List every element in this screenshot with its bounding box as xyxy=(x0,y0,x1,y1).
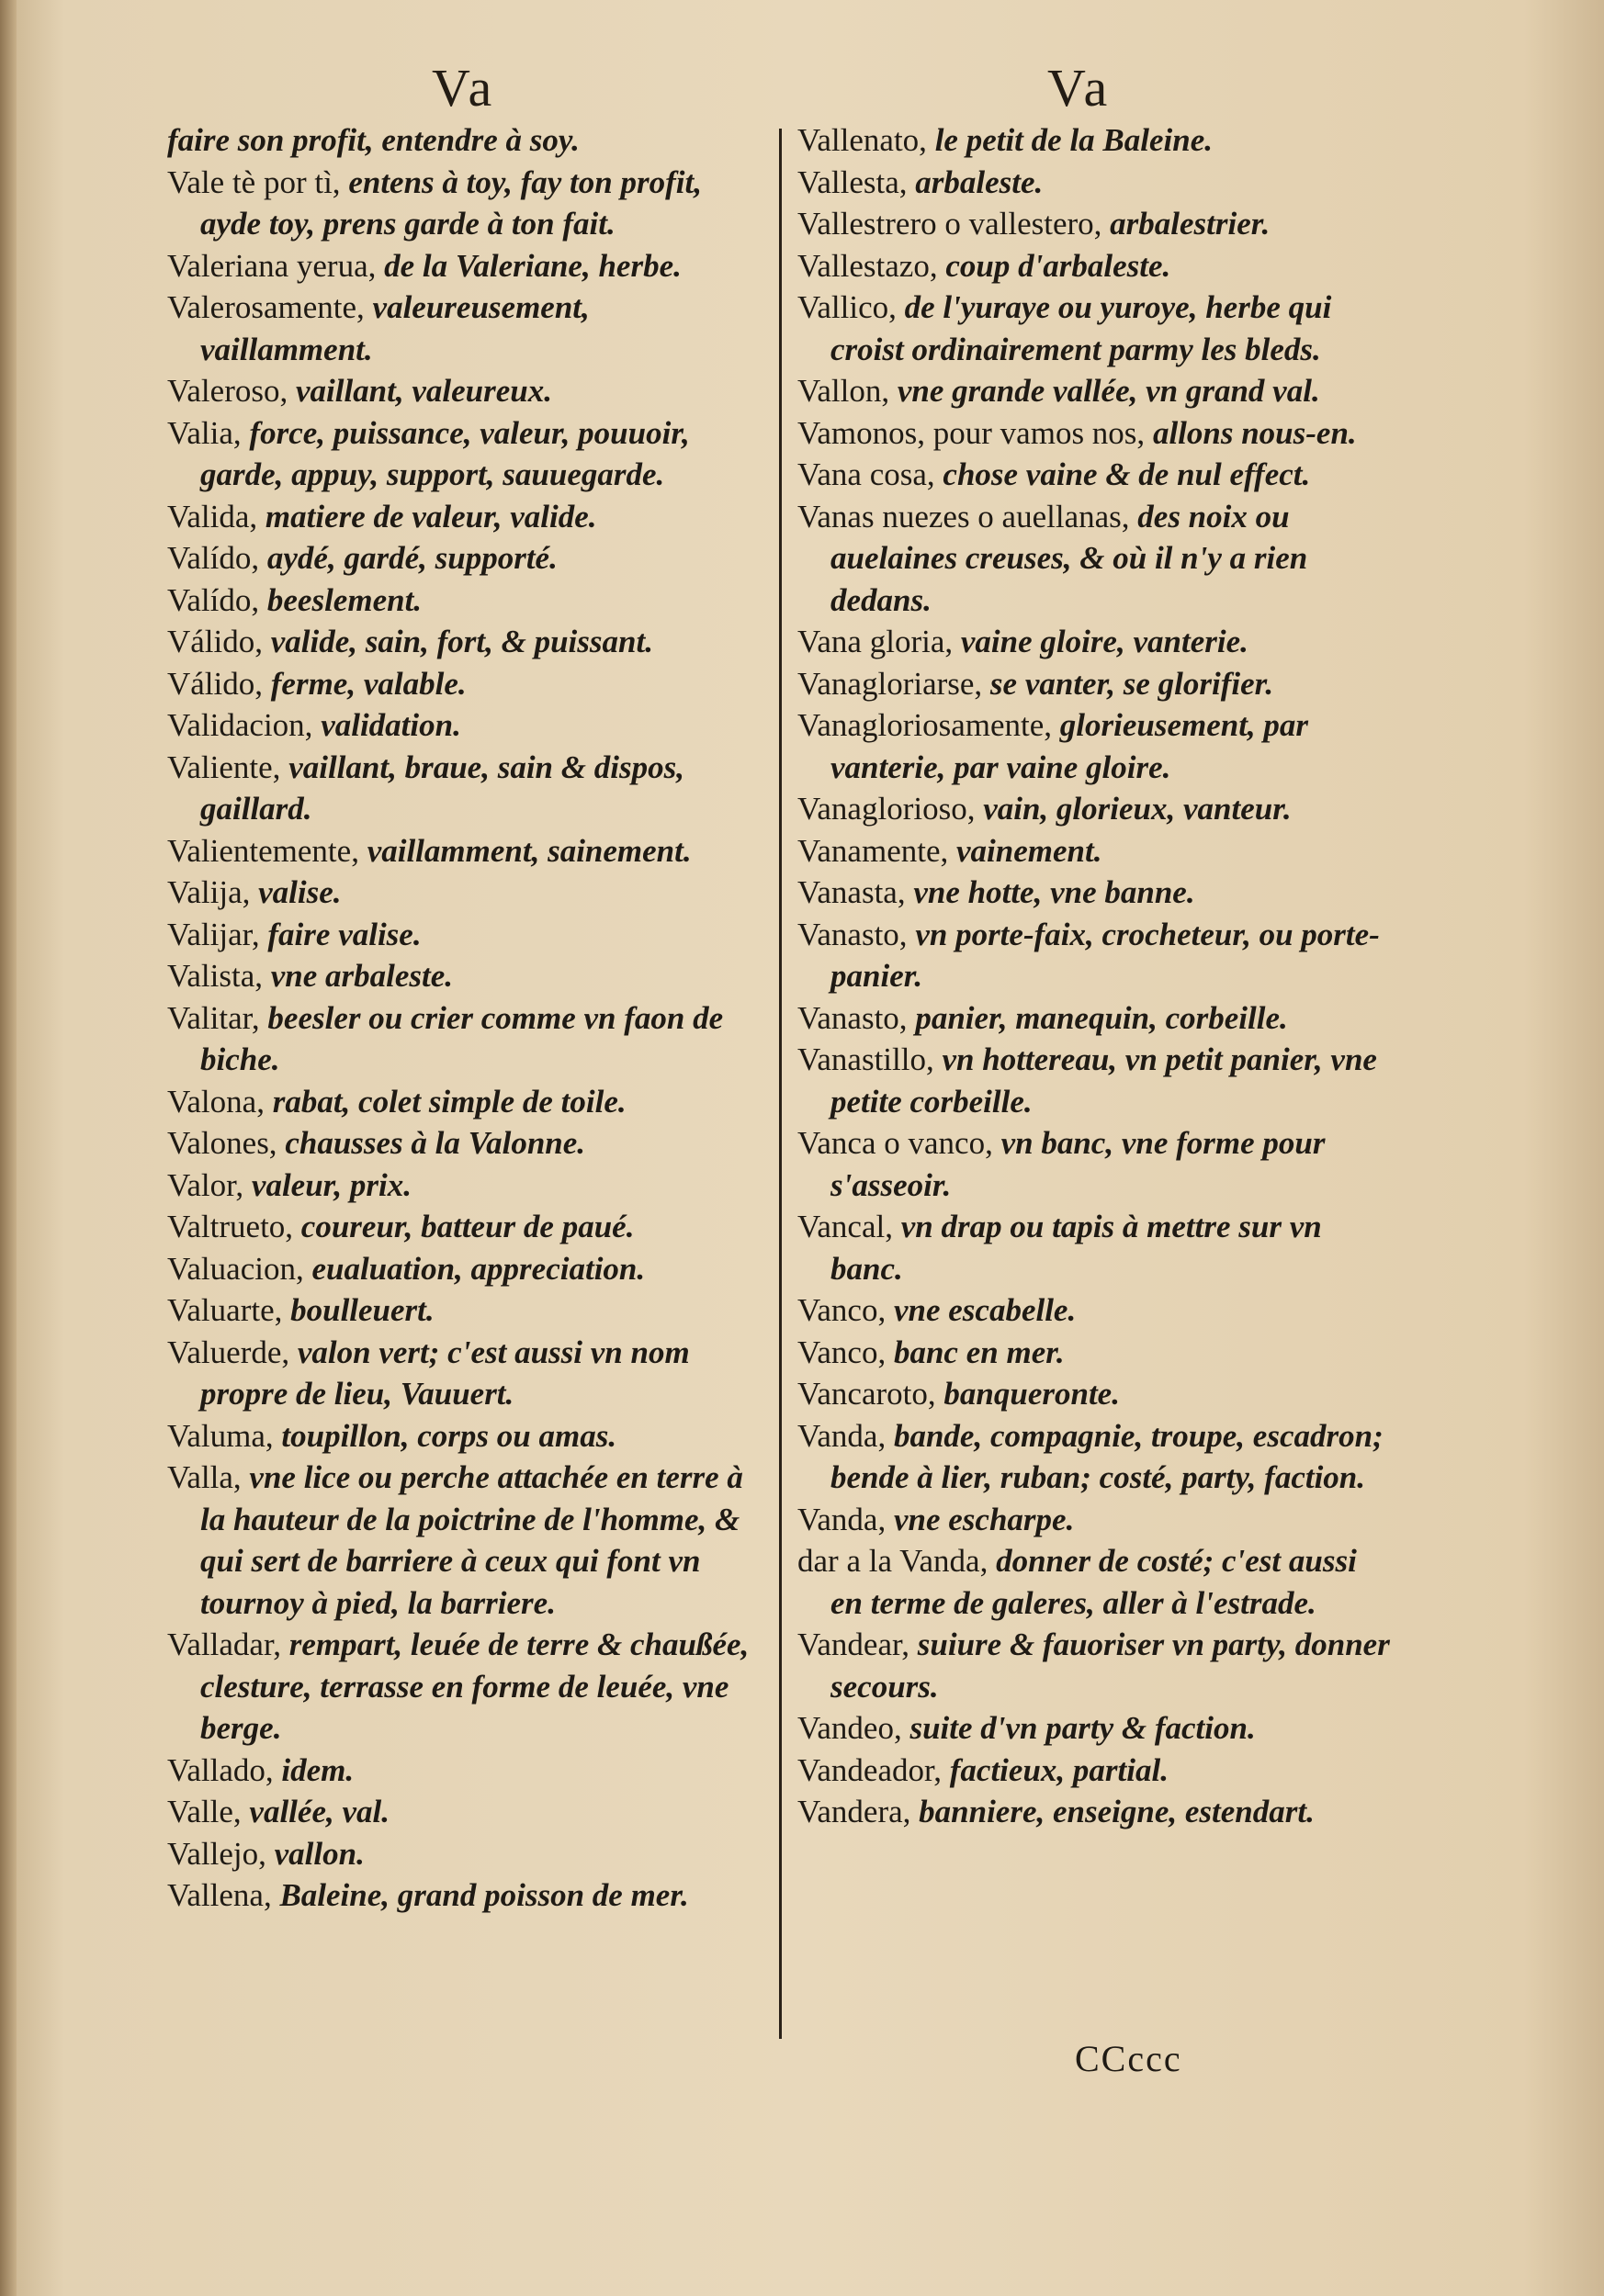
entry-headword: Vanco, xyxy=(797,1334,887,1370)
entry-definition: suiure & fauoriser vn party, donner secours. xyxy=(830,1626,1390,1705)
entry-definition: beeslement. xyxy=(266,581,423,618)
dictionary-entry xyxy=(797,412,1395,455)
dictionary-entry xyxy=(167,621,760,663)
entry-headword: Vancal, xyxy=(797,1209,893,1244)
dictionary-entry xyxy=(797,370,1395,412)
dictionary-entry xyxy=(167,1206,760,1248)
column-rule xyxy=(779,129,782,2039)
dictionary-entry xyxy=(797,788,1395,830)
dictionary-entry xyxy=(167,704,760,747)
entry-headword: Vandera, xyxy=(797,1794,911,1829)
dictionary-entry xyxy=(167,1289,760,1332)
dictionary-entry xyxy=(797,1373,1395,1415)
dictionary-entry xyxy=(797,203,1395,245)
page-edge xyxy=(0,0,17,2296)
entry-definition: panier, manequin, corbeille. xyxy=(915,999,1288,1036)
entry-headword: Vanamente, xyxy=(797,832,949,869)
entry-headword: Valia, xyxy=(167,414,242,451)
entry-headword: Vanasto, xyxy=(797,999,908,1036)
entry-headword: Vanastillo, xyxy=(797,1041,934,1077)
entry-definition: faire valise. xyxy=(267,916,422,952)
entry-headword: Validacion, xyxy=(167,707,313,743)
dictionary-entry xyxy=(167,1833,760,1875)
entry-definition: des noix ou auelaines creuses, & où il n'y a rien dedans. xyxy=(830,498,1308,618)
entry-headword: Vallestrero o vallestero, xyxy=(797,206,1102,242)
dictionary-entry xyxy=(797,496,1395,622)
entry-definition: vallon. xyxy=(274,1835,365,1872)
dictionary-entry xyxy=(167,1248,760,1290)
entry-headword: Vale tè por tì, xyxy=(167,163,341,200)
dictionary-entry xyxy=(167,162,760,245)
dictionary-entry xyxy=(797,162,1395,204)
entry-headword: Vanagloriosamente, xyxy=(797,707,1052,743)
dictionary-entry xyxy=(167,496,760,538)
entry-definition: de la Valeriane, herbe. xyxy=(384,247,682,284)
entry-definition: banniere, enseigne, estendart. xyxy=(919,1794,1315,1829)
dictionary-entry xyxy=(167,412,760,496)
entry-definition: matiere de valeur, valide. xyxy=(265,498,597,535)
entry-definition: force, puissance, valeur, pouuoir, garde, appuy, support, sauuegarde. xyxy=(200,414,690,492)
entry-definition: vaillant, valeureux. xyxy=(295,373,552,409)
dictionary-entry xyxy=(797,245,1395,287)
entry-headword: Vallena, xyxy=(167,1877,272,1913)
entry-headword: Vallado, xyxy=(167,1751,274,1788)
entry-definition: banqueronte. xyxy=(943,1376,1120,1412)
entry-definition: de l'yuraye ou yuroye, herbe qui croist ordinairement parmy les bleds. xyxy=(830,289,1332,367)
entry-headword: Valuarte, xyxy=(167,1292,283,1328)
entry-definition: vne lice ou perche attachée en terre à la hauteur de la poictrine de l'homme, & qui sert de barriere à ceux qui font vn tournoy à pied, la barriere. xyxy=(200,1459,743,1621)
dictionary-entry xyxy=(797,1624,1395,1707)
entry-definition: valide, sain, fort, & puissant. xyxy=(270,624,653,659)
entry-definition: validation. xyxy=(321,707,461,743)
entry-definition: chausses à la Valonne. xyxy=(285,1125,586,1161)
dictionary-entry xyxy=(797,1499,1395,1541)
dictionary-entry xyxy=(797,663,1395,705)
entry-headword: Valitar, xyxy=(167,999,260,1036)
entry-headword: Vanasto, xyxy=(797,916,908,952)
dictionary-entry xyxy=(797,119,1395,162)
entry-headword: Vandeador, xyxy=(797,1751,943,1788)
entry-definition: boulleuert. xyxy=(290,1292,435,1328)
entry-headword: Vanco, xyxy=(797,1292,887,1328)
entry-headword: Vallico, xyxy=(797,289,897,325)
entry-definition: valeur, prix. xyxy=(251,1166,412,1203)
entry-headword: Valído, xyxy=(167,540,260,576)
entry-definition: vn drap ou tapis à mettre sur vn banc. xyxy=(830,1209,1322,1287)
entry-definition: vaine gloire, vanterie. xyxy=(960,624,1248,659)
dictionary-entry xyxy=(167,1122,760,1165)
entry-headword: Valiente, xyxy=(167,748,281,785)
entry-headword: Valeriana yerua, xyxy=(167,247,377,284)
entry-headword: Válido, xyxy=(167,624,264,659)
entry-headword: Válido, xyxy=(167,665,264,702)
entry-headword: Vanca o vanco, xyxy=(797,1125,993,1161)
dictionary-entry xyxy=(797,830,1395,872)
dictionary-entry xyxy=(797,287,1395,370)
entry-definition: entens à toy, fay ton profit, ayde toy, prens garde à ton fait. xyxy=(200,163,702,242)
entry-headword: Vallestazo, xyxy=(797,247,938,284)
entry-headword: Valuma, xyxy=(167,1417,274,1454)
signature-mark: CCccc xyxy=(1075,2038,1182,2079)
entry-headword: Valientemente, xyxy=(167,832,359,869)
dictionary-entry xyxy=(167,1332,760,1415)
entry-headword: Vanda, xyxy=(797,1501,887,1537)
entry-headword: Valladar, xyxy=(167,1626,281,1662)
dictionary-entry xyxy=(797,1791,1395,1833)
entry-definition: ferme, valable. xyxy=(270,665,467,702)
entry-headword: Valijar, xyxy=(167,916,260,952)
entry-definition: vainement. xyxy=(955,832,1102,869)
entry-definition: bande, compagnie, troupe, escadron; bende à lier, ruban; costé, party, faction. xyxy=(830,1417,1384,1495)
dictionary-entry xyxy=(797,1540,1395,1624)
entry-headword: Vana cosa, xyxy=(797,456,935,492)
entry-definition: valise. xyxy=(258,874,342,910)
entry-definition: eualuation, appreciation. xyxy=(311,1250,646,1287)
dictionary-entry xyxy=(167,1624,760,1750)
left-column xyxy=(167,119,760,1917)
entry-definition: vne arbaleste. xyxy=(270,958,454,994)
entry-headword: Valtrueto, xyxy=(167,1209,294,1244)
entry-definition: beesler ou crier comme vn faon de biche. xyxy=(200,999,724,1077)
entry-headword: Vana gloria, xyxy=(797,624,954,659)
entry-headword: Vanas nuezes o auellanas, xyxy=(797,498,1130,535)
entry-headword: Valista, xyxy=(167,958,264,994)
dictionary-entry xyxy=(797,621,1395,663)
dictionary-entry xyxy=(167,1415,760,1458)
dictionary-entry xyxy=(167,1165,760,1207)
entry-headword: Vanasta, xyxy=(797,874,906,910)
entry-headword: Valor, xyxy=(167,1166,244,1203)
entry-headword: dar a la Vanda, xyxy=(797,1543,988,1579)
entry-definition: se vanter, se glorifier. xyxy=(989,665,1274,702)
entry-definition: arbaleste. xyxy=(915,163,1044,200)
right-column xyxy=(797,119,1395,1833)
entry-definition: vn banc, vne forme pour s'asseoir. xyxy=(830,1125,1326,1203)
dictionary-entry xyxy=(797,997,1395,1040)
dictionary-entry xyxy=(167,245,760,287)
dictionary-entry xyxy=(797,1750,1395,1792)
dictionary-entry xyxy=(797,1415,1395,1499)
entry-definition: chose vaine & de nul effect. xyxy=(943,456,1311,492)
dictionary-entry xyxy=(797,1206,1395,1289)
dictionary-entry xyxy=(167,119,760,162)
entry-headword: Vanagloriarse, xyxy=(797,665,983,702)
entry-definition: idem. xyxy=(281,1751,355,1788)
entry-headword: Valones, xyxy=(167,1125,277,1161)
running-header-right: Va xyxy=(1047,58,1112,118)
dictionary-entry xyxy=(797,1289,1395,1332)
entry-definition: vne escharpe. xyxy=(893,1501,1075,1537)
entry-headword: Vanaglorioso, xyxy=(797,791,976,827)
entry-definition: valon vert; c'est aussi vn nom propre de lieu, Vauuert. xyxy=(200,1334,690,1412)
entry-definition: toupillon, corps ou amas. xyxy=(281,1417,617,1454)
entry-headword: Vancaroto, xyxy=(797,1376,936,1412)
entry-definition: le petit de la Baleine. xyxy=(934,122,1213,158)
entry-headword: Valija, xyxy=(167,874,251,910)
entry-headword: Vandeo, xyxy=(797,1710,902,1746)
entry-definition: coup d'arbaleste. xyxy=(945,247,1171,284)
entry-headword: Vamonos, pour vamos nos, xyxy=(797,414,1146,451)
dictionary-entry xyxy=(167,580,760,622)
entry-definition: suite d'vn party & faction. xyxy=(909,1710,1256,1746)
entry-definition: vaillant, braue, sain & dispos, gaillard. xyxy=(200,748,684,827)
entry-definition: banc en mer. xyxy=(893,1334,1065,1370)
entry-definition: vne grande vallée, vn grand val. xyxy=(897,373,1320,409)
entry-headword: Vanda, xyxy=(797,1417,887,1454)
dictionary-entry xyxy=(797,454,1395,496)
entry-definition: vaillamment, sainement. xyxy=(367,832,692,869)
entry-definition: vn hottereau, vn petit panier, vne petite corbeille. xyxy=(830,1041,1377,1120)
entry-definition: vne hotte, vne banne. xyxy=(913,874,1195,910)
dictionary-entry xyxy=(797,1707,1395,1750)
entry-headword: Valerosamente, xyxy=(167,289,365,325)
running-header-left: Va xyxy=(432,58,496,118)
dictionary-entry xyxy=(167,830,760,872)
entry-headword: Vallesta, xyxy=(797,163,908,200)
entry-definition: vain, glorieux, vanteur. xyxy=(983,791,1292,827)
entry-headword: Valeroso, xyxy=(167,373,288,409)
entry-definition: coureur, batteur de paué. xyxy=(300,1209,635,1244)
entry-definition: aydé, gardé, supporté. xyxy=(266,540,558,576)
entry-definition: vallée, val. xyxy=(249,1794,390,1829)
dictionary-entry xyxy=(167,663,760,705)
dictionary-entry xyxy=(797,914,1395,997)
dictionary-entry xyxy=(167,997,760,1081)
dictionary-entry xyxy=(797,1039,1395,1122)
entry-definition: factieux, partial. xyxy=(949,1751,1169,1788)
entry-headword: Valuacion, xyxy=(167,1250,304,1287)
entry-headword: Valla, xyxy=(167,1459,242,1495)
entry-headword: Valona, xyxy=(167,1083,265,1120)
dictionary-entry xyxy=(167,1874,760,1917)
entry-headword: Vallenato, xyxy=(797,122,927,158)
entry-headword: Vandear, xyxy=(797,1626,910,1662)
entry-headword: Valuerde, xyxy=(167,1334,290,1370)
entry-definition: allons nous-en. xyxy=(1152,414,1357,451)
entry-headword: Valle, xyxy=(167,1794,242,1829)
entry-definition: Baleine, grand poisson de mer. xyxy=(279,1877,689,1913)
entry-definition: vn porte-faix, crocheteur, ou porte-panier. xyxy=(830,916,1380,994)
dictionary-entry xyxy=(797,872,1395,914)
entry-definition: faire son profit, entendre à soy. xyxy=(167,122,580,158)
dictionary-entry xyxy=(167,370,760,412)
dictionary-entry xyxy=(797,1122,1395,1206)
dictionary-entry xyxy=(167,1457,760,1624)
dictionary-entry xyxy=(167,872,760,914)
dictionary-entry xyxy=(167,1081,760,1123)
entry-headword: Valida, xyxy=(167,498,258,535)
dictionary-entry xyxy=(167,537,760,580)
entry-definition: rempart, leuée de terre & chaußée, clesture, terrasse en forme de leuée, vne berge. xyxy=(200,1626,750,1746)
entry-definition: vne escabelle. xyxy=(893,1292,1077,1328)
dictionary-entry xyxy=(167,914,760,956)
entry-definition: donner de costé; c'est aussi en terme de galeres, aller à l'estrade. xyxy=(830,1543,1357,1621)
entry-definition: valeureusement, vaillamment. xyxy=(200,289,590,367)
dictionary-entry xyxy=(167,1791,760,1833)
entry-headword: Vallejo, xyxy=(167,1835,266,1872)
entry-definition: glorieusement, par vanterie, par vaine gloire. xyxy=(830,707,1309,785)
entry-headword: Valído, xyxy=(167,581,260,618)
entry-definition: arbalestrier. xyxy=(1110,206,1271,242)
entry-definition: rabat, colet simple de toile. xyxy=(272,1083,627,1120)
dictionary-entry xyxy=(797,1332,1395,1374)
dictionary-entry xyxy=(167,287,760,370)
dictionary-entry xyxy=(167,747,760,830)
dictionary-entry xyxy=(797,704,1395,788)
dictionary-entry xyxy=(167,955,760,997)
dictionary-entry xyxy=(167,1750,760,1792)
entry-headword: Vallon, xyxy=(797,373,890,409)
